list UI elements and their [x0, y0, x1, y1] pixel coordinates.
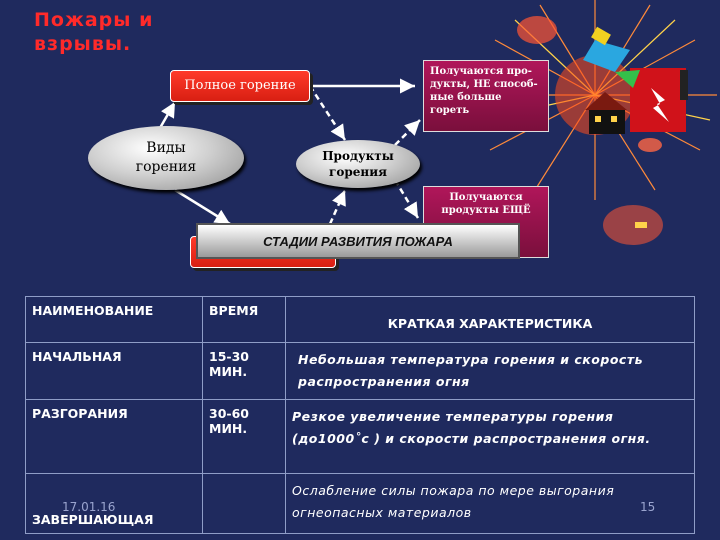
- footer-page-number: 15: [640, 500, 656, 514]
- table-row: [26, 474, 695, 534]
- combustion-products-label: Продукты горения: [322, 149, 394, 179]
- full-combustion-box: [170, 70, 310, 102]
- header-description: КРАТКАЯ ХАРАКТЕРИСТИКА: [286, 297, 695, 343]
- table-row: [26, 343, 695, 400]
- fire-stages-table: [25, 296, 695, 534]
- full-combustion-label: Полное горение: [184, 78, 296, 93]
- stage-time: 30-60 МИН.: [203, 400, 286, 474]
- combustion-types-label: Виды горения: [135, 140, 197, 175]
- note-combustible-text: Получаются продукты ЕЩЁ: [441, 192, 531, 216]
- slide-title: Пожары и взрывы.: [34, 9, 154, 55]
- note-non-combustible: Получаются про-дукты, НЕ способ-ные больше гореть: [423, 60, 549, 132]
- stage-time: 15-30 МИН.: [203, 343, 286, 400]
- combustion-types-ellipse: [88, 126, 244, 190]
- stage-time: [203, 474, 286, 534]
- header-name: НАИМЕНОВАНИЕ: [26, 297, 203, 343]
- stage-description: Ослабление силы пожара по мере выгорания огнеопасных материалов: [286, 474, 695, 534]
- stage-description: Небольшая температура горения и скорость распространения огня: [286, 343, 695, 400]
- stage-name: РАЗГОРАНИЯ: [26, 400, 203, 474]
- table-row: [26, 400, 695, 474]
- stages-banner: СТАДИИ РАЗВИТИЯ ПОЖАРА: [196, 223, 520, 259]
- stage-name: НАЧАЛЬНАЯ: [26, 343, 203, 400]
- stage-description: Резкое увеличение температуры горения (до1000˚с ) и скорости распространения огня.: [286, 400, 695, 474]
- combustion-products-ellipse: [296, 140, 420, 188]
- table-header-row: [26, 297, 695, 343]
- stage-name: ЗАВЕРШАЮЩАЯ: [26, 474, 203, 534]
- header-time: ВРЕМЯ: [203, 297, 286, 343]
- footer-date: 17.01.16: [62, 500, 116, 514]
